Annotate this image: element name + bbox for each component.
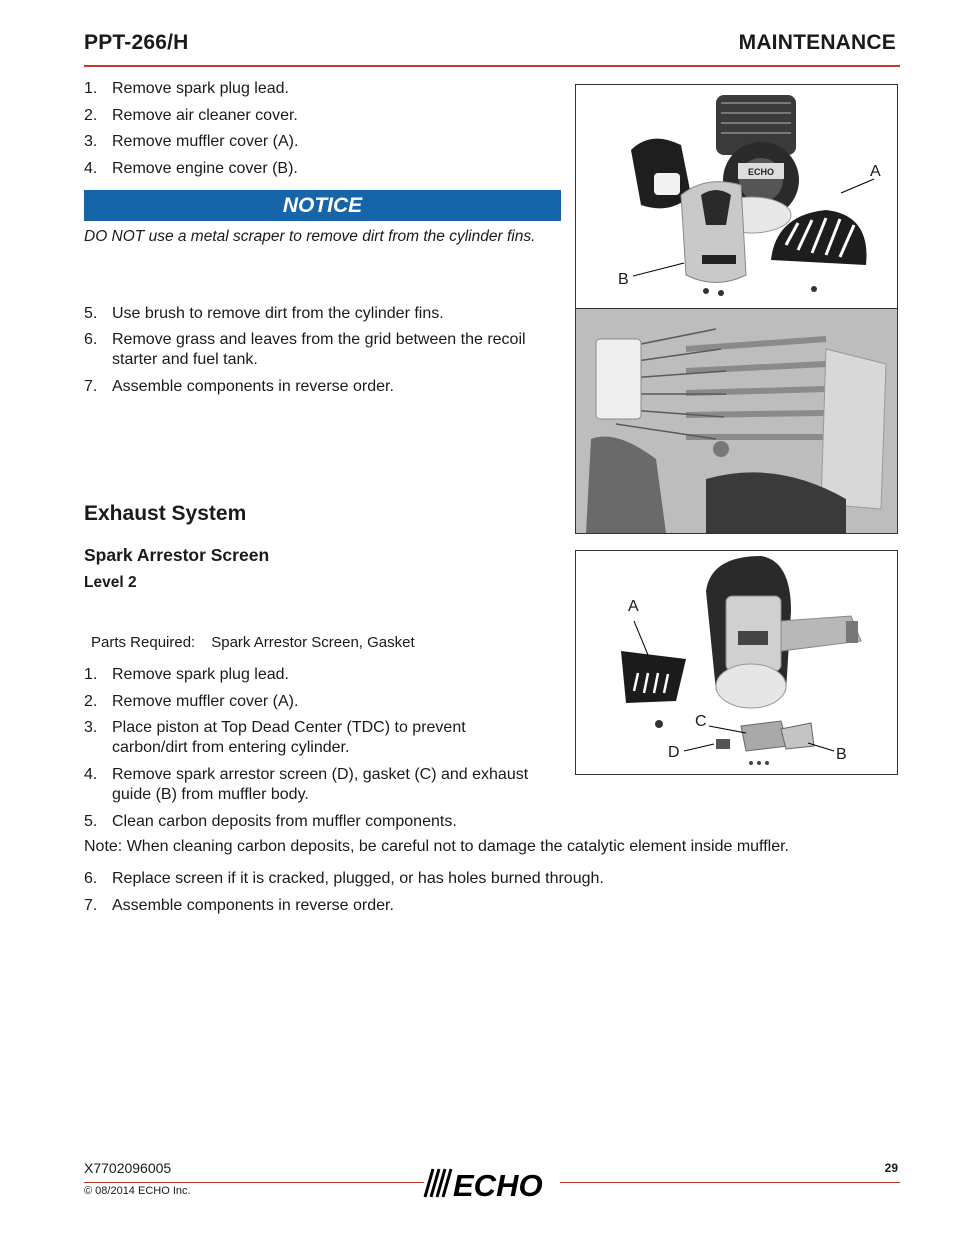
step-number: 4. [84, 766, 98, 783]
engine-covers-figure [575, 84, 898, 310]
step-text: Remove spark plug lead. [112, 80, 289, 97]
step-text: Replace screen if it is cracked, plugged, or has holes burned through. [112, 870, 604, 887]
list-item [84, 79, 564, 99]
step-number: 1. [84, 666, 98, 683]
step-number: 6. [84, 331, 98, 348]
step-number: 7. [84, 897, 98, 914]
step-text: Remove spark arrestor screen (D), gasket (C) and exhaust guide (B) from muffler body. [112, 766, 529, 803]
label-d: D [668, 744, 680, 761]
note-text: Note: When cleaning carbon deposits, be careful not to damage the catalytic element inside muffler. [84, 838, 789, 855]
notice-banner: NOTICE [84, 190, 561, 221]
step-text: Remove grass and leaves from the grid between the recoil starter and fuel tank. [112, 331, 526, 368]
step-text: Place piston at Top Dead Center (TDC) to prevent carbon/dirt from entering cylinder. [112, 719, 466, 756]
step-number: 7. [84, 378, 98, 395]
step-number: 1. [84, 80, 98, 97]
engine-badge: ECHO [747, 167, 775, 177]
label-b: B [618, 271, 629, 288]
step-text: Clean carbon deposits from muffler components. [112, 813, 457, 830]
list-item [84, 106, 564, 126]
list-item [84, 665, 564, 685]
list-item [84, 869, 784, 889]
list-item [84, 304, 564, 324]
step-number: 6. [84, 870, 98, 887]
parts-label: Parts Required: [91, 634, 196, 651]
footer-rule-right [560, 1182, 900, 1183]
step-number: 3. [84, 719, 98, 736]
spark-arrestor-illustration [576, 551, 897, 774]
echo-logo-mark [421, 1165, 561, 1201]
list-item [84, 330, 564, 370]
label-b: B [836, 746, 847, 763]
section-title: MAINTENANCE [738, 31, 896, 54]
list-item [84, 812, 684, 832]
step-text: Use brush to remove dirt from the cylinder fins. [112, 305, 444, 322]
list-item [84, 765, 564, 805]
step-text: Remove air cleaner cover. [112, 107, 298, 124]
document-code: X7702096005 [84, 1160, 172, 1176]
list-item [84, 132, 564, 152]
list-item [84, 692, 564, 712]
step-number: 3. [84, 133, 98, 150]
step-text: Assemble components in reverse order. [112, 378, 394, 395]
footer-rule-left [84, 1182, 424, 1183]
label-c: C [695, 713, 707, 730]
parts-value: Spark Arrestor Screen, Gasket [211, 634, 415, 651]
document-model: PPT-266/H [84, 31, 189, 54]
list-item [84, 896, 564, 916]
cylinder-brush-figure [575, 308, 898, 534]
list-item [84, 718, 504, 758]
step-text: Remove muffler cover (A). [112, 133, 299, 150]
level-label: Level 2 [84, 574, 137, 591]
list-item [84, 159, 564, 179]
echo-logo [421, 1165, 561, 1201]
step-number: 5. [84, 305, 98, 322]
notice-text: DO NOT use a metal scraper to remove dirt from the cylinder fins. [84, 228, 536, 245]
logo-text: ECHO [453, 1168, 543, 1201]
step-number: 4. [84, 160, 98, 177]
list-item [84, 377, 564, 397]
header-rule [84, 65, 900, 67]
section-heading: Exhaust System [84, 502, 247, 525]
step-text: Remove spark plug lead. [112, 666, 289, 683]
step-text: Remove engine cover (B). [112, 160, 298, 177]
label-a: A [628, 598, 639, 615]
subsection-heading: Spark Arrestor Screen [84, 545, 270, 565]
parts-required [91, 634, 415, 651]
step-text: Remove muffler cover (A). [112, 693, 299, 710]
cylinder-brush-photo [576, 309, 897, 533]
copyright: © 08/2014 ECHO Inc. [84, 1185, 191, 1197]
step-number: 5. [84, 813, 98, 830]
spark-arrestor-figure [575, 550, 898, 775]
step-number: 2. [84, 107, 98, 124]
label-a: A [870, 163, 881, 180]
step-number: 2. [84, 693, 98, 710]
page-number: 29 [884, 1161, 898, 1175]
step-text: Assemble components in reverse order. [112, 897, 394, 914]
